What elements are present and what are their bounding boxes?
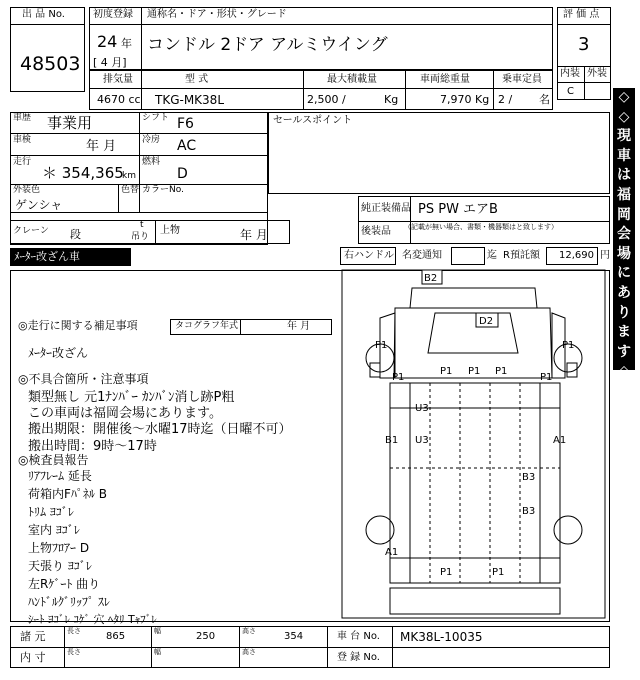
svg-text:P1: P1 bbox=[440, 366, 453, 377]
crane-suspend: 吊り bbox=[131, 232, 150, 242]
exterior-label: 外装 bbox=[587, 68, 607, 79]
reg-no-label: 登 録 No. bbox=[337, 652, 380, 663]
inner-length-label: 長さ bbox=[67, 648, 81, 656]
remark-line: ◎検査員報告 bbox=[18, 453, 89, 467]
shift: F6 bbox=[177, 116, 194, 132]
width: 250 bbox=[196, 631, 216, 642]
inner-label: 内 寸 bbox=[20, 651, 46, 664]
color-label: 外装色 bbox=[13, 185, 41, 195]
ac: AC bbox=[177, 138, 197, 154]
inspection: 年 月 bbox=[86, 139, 117, 154]
mileage-unit: km bbox=[122, 171, 136, 181]
max-load-unit: Kg bbox=[384, 93, 399, 106]
remark-line: ◎不具合箇所・注意事項 bbox=[18, 372, 149, 386]
dmg-b2: B2 bbox=[424, 273, 438, 284]
r-pref-label: R預託額 bbox=[503, 250, 540, 261]
width-label: 幅 bbox=[154, 627, 161, 635]
score-value: 3 bbox=[578, 34, 590, 55]
remark-line: ﾄﾘﾑ ﾖｺﾞﾚ bbox=[28, 505, 74, 519]
length: 865 bbox=[106, 631, 126, 642]
crane: 段 bbox=[70, 228, 81, 241]
capacity: 2 / bbox=[498, 93, 513, 106]
reg-year: 24 bbox=[97, 32, 118, 51]
remark-line: 上物ﾌﾛｱｰ D bbox=[28, 541, 90, 555]
dmg-d2: D2 bbox=[479, 316, 494, 327]
svg-text:B1: B1 bbox=[385, 435, 399, 446]
vehicle-name: コンドル 2ドア アルミウイング bbox=[147, 35, 388, 55]
gross-weight: 7,970 Kg bbox=[440, 93, 490, 106]
ac-label: 冷房 bbox=[142, 135, 161, 145]
aftermarket-label: 後装品 bbox=[361, 226, 391, 237]
colorno-label: 色替 bbox=[121, 185, 140, 195]
svg-text:P1: P1 bbox=[440, 567, 453, 578]
displacement-label: 排気量 bbox=[103, 74, 133, 85]
chassis-label: 車 台 No. bbox=[337, 631, 380, 642]
remark-line: 天張り ﾖｺﾞﾚ bbox=[28, 559, 92, 573]
upper-label: 上物 bbox=[160, 225, 180, 236]
inner-height-label: 高さ bbox=[242, 648, 256, 656]
dims-label: 諸 元 bbox=[20, 630, 46, 643]
displacement: 4670 cc bbox=[97, 93, 141, 106]
capacity-unit: 名 bbox=[539, 93, 550, 106]
max-load: 2,500 / bbox=[307, 93, 346, 106]
svg-text:U3: U3 bbox=[415, 403, 429, 414]
driving-notes-label: ◎走行に関する補足事項 bbox=[18, 319, 138, 332]
remark-line: ｼｰﾄ ﾖｺﾞﾚ ｺｹﾞ 穴 ﾍﾀﾘ Tｬﾌﾞﾚ bbox=[28, 613, 157, 626]
damage-diagram bbox=[340, 268, 610, 622]
upper: 年 月 bbox=[240, 228, 268, 242]
score-label: 評 価 点 bbox=[563, 9, 600, 20]
name-change-label: 名変通知 bbox=[402, 250, 442, 261]
height-label: 高さ bbox=[242, 627, 256, 635]
remark-line: 類型無し 元1ﾅﾝﾊﾞｰ ｶﾝﾊﾞﾝ消し跡P粗 bbox=[28, 390, 235, 405]
remark-line: ﾊﾝﾄﾞﾙｸﾞﾘｯﾌﾟ ｽﾚ bbox=[28, 595, 110, 609]
remark-line: 室内 ﾖｺﾞﾚ bbox=[28, 523, 80, 537]
svg-text:U3: U3 bbox=[415, 435, 429, 446]
remark-line: 搬出時間：9時～17時 bbox=[28, 439, 157, 454]
interior-label: 内装 bbox=[560, 68, 580, 79]
r-pref-unit: 円 bbox=[600, 250, 610, 261]
svg-text:P1: P1 bbox=[468, 366, 481, 377]
capacity-label: 乗車定員 bbox=[502, 74, 542, 85]
name-label: 通称名・ドア・形状・グレード bbox=[147, 9, 287, 20]
remark-line: この車両は福岡会場にあります。 bbox=[28, 406, 222, 421]
svg-text:A1: A1 bbox=[553, 435, 567, 446]
side-banner: ◇ ◇ 現 車 は 福 岡 会 場 に あ り ま す ◇ ◇ bbox=[613, 88, 635, 370]
fuel-label: 燃料 bbox=[142, 157, 161, 167]
remark-line: ﾘｱﾌﾚｰﾑ 延長 bbox=[28, 469, 92, 483]
reg-year-unit: 年 bbox=[121, 37, 132, 50]
tachograph-label: タコグラフ年式 bbox=[175, 321, 239, 331]
interior-grade: C bbox=[567, 86, 574, 97]
model: TKG-MK38L bbox=[155, 93, 225, 107]
equipment: PS PW エアB bbox=[418, 202, 498, 217]
meter-tampered-text: ﾒｰﾀｰ改ざん車 bbox=[14, 250, 80, 263]
svg-text:P1: P1 bbox=[495, 366, 508, 377]
crane-label: クレーン bbox=[13, 226, 49, 236]
first-reg-label: 初度登録 bbox=[93, 9, 133, 20]
remark-line: 搬出期限：開催後～水曜17時迄（日曜不可） bbox=[28, 422, 292, 437]
length-label: 長さ bbox=[67, 627, 81, 635]
model-label: 型 式 bbox=[185, 74, 209, 85]
svg-text:P1: P1 bbox=[375, 340, 388, 351]
lot-no-label: 出 品 No. bbox=[22, 9, 65, 20]
tachograph-value: 年 月 bbox=[287, 321, 311, 332]
sales-point-label: セールスポイント bbox=[273, 115, 353, 126]
svg-text:A1: A1 bbox=[385, 547, 399, 558]
history-label: 車歴 bbox=[13, 113, 32, 123]
remark-line: 左Rｹﾞｰﾄ 曲り bbox=[28, 577, 101, 591]
colorno-label-2: カラーNo. bbox=[142, 185, 184, 195]
svg-text:B3: B3 bbox=[522, 506, 536, 517]
inspection-label: 車検 bbox=[13, 135, 32, 145]
svg-text:P1: P1 bbox=[492, 567, 505, 578]
reg-month: [ 4 月] bbox=[93, 56, 127, 69]
svg-text:P1: P1 bbox=[562, 340, 575, 351]
r-pref-value: 12,690 bbox=[559, 250, 594, 261]
equipment-label: 純正装備品 bbox=[361, 203, 411, 214]
history: 事業用 bbox=[47, 114, 93, 132]
crane-t: t bbox=[140, 220, 144, 230]
svg-text:B3: B3 bbox=[522, 472, 536, 483]
remark-line: ﾒｰﾀｰ改ざん bbox=[28, 346, 89, 360]
name-change-box bbox=[451, 247, 485, 265]
mileage: ＊ 354,365 bbox=[42, 164, 124, 182]
chassis: MK38L-10035 bbox=[400, 630, 483, 644]
mileage-label: 走行 bbox=[13, 157, 32, 167]
due-label: 迄 bbox=[487, 250, 497, 261]
gross-weight-label: 車両総重量 bbox=[420, 74, 470, 85]
svg-text:P1: P1 bbox=[540, 372, 553, 383]
lot-no: 48503 bbox=[20, 53, 81, 75]
aftermarket-note: （記載が無い場合、書類・機器類はと致します） bbox=[404, 223, 558, 231]
svg-text:P1: P1 bbox=[392, 372, 405, 383]
shift-label: シフト bbox=[142, 113, 170, 123]
inner-width-label: 幅 bbox=[154, 648, 161, 656]
color: ゲンシャ bbox=[15, 198, 63, 212]
rhd: 右ハンドル bbox=[344, 250, 394, 261]
remark-line: 荷箱内Fﾊﾟﾈﾙ B bbox=[28, 487, 107, 501]
fuel: D bbox=[177, 166, 188, 182]
height: 354 bbox=[284, 631, 304, 642]
max-load-label: 最大積載量 bbox=[327, 74, 377, 85]
